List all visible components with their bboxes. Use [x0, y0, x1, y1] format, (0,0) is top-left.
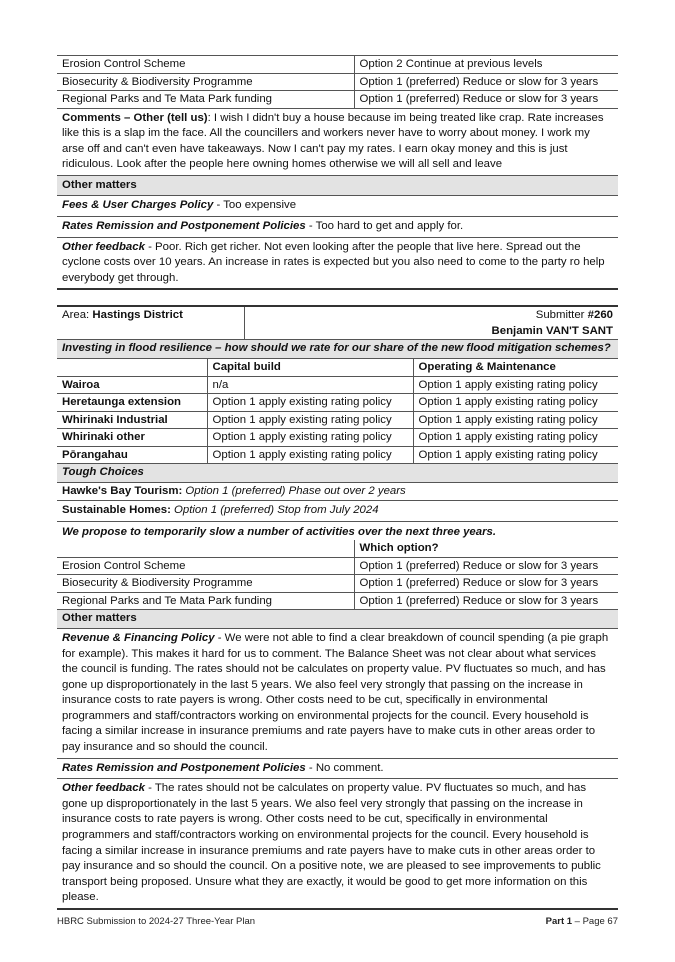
- header-blank: [57, 359, 207, 376]
- homes-section: [57, 501, 618, 522]
- flood-heading-text: Investing in flood resilience – how should we rate for our share of the new flood mitigation schemes?: [62, 342, 611, 355]
- activities-table-2: [57, 522, 618, 611]
- scheme-name: Pōrangahau: [62, 448, 128, 461]
- table-row: [57, 306, 618, 340]
- scheme-capital: Option 1 apply existing rating policy: [207, 394, 413, 412]
- flood-heading: [57, 340, 618, 359]
- table-row: [57, 429, 618, 447]
- slow-heading: [57, 522, 618, 541]
- scheme-name: Heretaunga extension: [62, 396, 182, 409]
- comments-label: Comments – Other (tell us): [62, 111, 208, 124]
- table-row: [57, 376, 618, 394]
- which-option-header: Which option?: [354, 540, 618, 557]
- fees-text: - Too expensive: [213, 199, 297, 212]
- area-label: Area:: [62, 309, 93, 322]
- scheme-name: Whirinaki Industrial: [62, 413, 168, 426]
- activity-option: Option 1 (preferred) Reduce or slow for 3 years: [354, 575, 618, 593]
- homes-value: Option 1 (preferred) Stop from July 2024: [170, 504, 379, 517]
- table-row: [57, 411, 618, 429]
- revenue-label: Revenue & Financing Policy: [62, 631, 215, 644]
- header-operating: Operating & Maintenance: [413, 359, 618, 376]
- activity-option: Option 1 (preferred) Reduce or slow for 3 years: [354, 557, 618, 575]
- tough-choices-text: Tough Choices: [62, 466, 144, 479]
- rates-label: Rates Remission and Postponement Policies: [62, 220, 306, 233]
- table-row: [57, 56, 618, 74]
- table-row: [57, 522, 618, 541]
- other-matters-heading-2: Other matters: [57, 610, 618, 629]
- page-footer: [57, 916, 618, 927]
- comments-section: [57, 109, 618, 176]
- area-cell: [57, 306, 244, 340]
- slow-heading-text: We propose to temporarily slow a number of activities over the next three years.: [62, 525, 497, 538]
- activity-name: Biosecurity & Biodiversity Programme: [62, 75, 253, 88]
- activity-name: Biosecurity & Biodiversity Programme: [62, 577, 253, 590]
- footer-page-number: – Page 67: [572, 916, 618, 927]
- scheme-capital: Option 1 apply existing rating policy: [207, 446, 413, 464]
- footer-part: Part 1: [545, 916, 573, 927]
- submitter-number: #260: [587, 309, 613, 322]
- scheme-operating: Option 1 apply existing rating policy: [413, 394, 618, 412]
- activity-name: Erosion Control Scheme: [62, 58, 186, 70]
- table-row: [57, 73, 618, 91]
- activity-option: Option 1 (preferred) Reduce or slow for 3 years: [354, 73, 618, 91]
- fees-section: [57, 196, 618, 217]
- feedback-section-2: [57, 779, 618, 910]
- feedback-label: Other feedback: [62, 240, 145, 253]
- tourism-section: [57, 483, 618, 502]
- header-blank: [57, 540, 354, 557]
- scheme-operating: Option 1 apply existing rating policy: [413, 411, 618, 429]
- tourism-value: Option 1 (preferred) Phase out over 2 years: [182, 484, 406, 497]
- footer-title: HBRC Submission to 2024-27 Three-Year Plan: [57, 916, 256, 927]
- tough-choices-heading: [57, 464, 618, 483]
- table-header-row: [57, 540, 618, 557]
- tourism-label: Hawke's Bay Tourism:: [62, 484, 183, 497]
- rates-text-2: - No comment.: [305, 761, 384, 774]
- table-row: [57, 394, 618, 412]
- submitter-name: Benjamin VAN'T SANT: [491, 324, 613, 337]
- submitter-label: Submitter: [535, 309, 588, 322]
- table-row: [57, 91, 618, 109]
- rates-section-2: [57, 759, 618, 780]
- scheme-operating: Option 1 apply existing rating policy: [413, 429, 618, 447]
- scheme-capital: n/a: [207, 376, 413, 394]
- table-header-row: [57, 359, 618, 376]
- submitter-header: [57, 305, 618, 340]
- revenue-section: [57, 629, 618, 759]
- flood-schemes-table: [57, 359, 618, 464]
- submitter-cell: [244, 306, 618, 340]
- rates-section: [57, 217, 618, 238]
- fees-label: Fees & User Charges Policy: [62, 199, 214, 212]
- other-matters-heading: Other matters: [57, 176, 618, 197]
- table-row: [57, 557, 618, 575]
- feedback-label-2: Other feedback: [62, 782, 145, 795]
- comments-text: : I wish I didn't buy a house because im being treated like crap. Rate increases like this is a slap im the face. All the councillers and workers never have to worry about money. I work my arse off and can't even have takeaways. Now I can't pay my rates. I earn okay money and this is just ridiculous. Look after the people here owning homes otherwise we will all sell and leave: [62, 111, 604, 171]
- scheme-operating: Option 1 apply existing rating policy: [413, 446, 618, 464]
- header-capital: Capital build: [207, 359, 413, 376]
- activity-option: Option 1 (preferred) Reduce or slow for 3 years: [354, 91, 618, 109]
- scheme-operating: Option 1 apply existing rating policy: [413, 376, 618, 394]
- scheme-capital: Option 1 apply existing rating policy: [207, 429, 413, 447]
- table-row: [57, 446, 618, 464]
- activity-option: Option 2 Continue at previous levels: [354, 56, 618, 74]
- feedback-section: [57, 238, 618, 291]
- area-value: Hastings District: [92, 309, 183, 322]
- document-page: [57, 55, 618, 910]
- revenue-text: - We were not able to find a clear breakdown of council spending (a pie graph for example). This makes it hard for us to comment. The Balance Sheet was not clear about what services the council is funding. The rates should not be calculates on property value. PV fluctuates so much, and has gone up disproportionately in the last 5 years. We also feel very strongly that passing on the increase in insurance costs to rate payers is wrong. Other costs need to be cut, specifically in environmental programmers and staff/contractors working on environmental projects for the council. Every household is facing a similar increase in insurance premiums and rate payers have to make cuts in other areas order to pay insurance and so should the council.: [62, 631, 609, 754]
- rates-text: - Too hard to get and apply for.: [305, 220, 464, 233]
- activity-option: Option 1 (preferred) Reduce or slow for 3 years: [354, 592, 618, 610]
- footer-page: [546, 916, 618, 927]
- activity-name: Erosion Control Scheme: [62, 559, 186, 572]
- scheme-capital: Option 1 apply existing rating policy: [207, 411, 413, 429]
- scheme-name: Whirinaki other: [62, 431, 145, 444]
- table-row: [57, 592, 618, 610]
- feedback-text-2: - The rates should not be calculates on property value. PV fluctuates so much, and has gone up disproportionately in the last 5 years. We also feel very strongly that passing on the increase in insurance costs to rate payers is wrong. Other costs need to be cut, specifically in environmental programmers and staff/contractors working on environmental projects for the council. Every household is facing a similar increase in insurance premiums and rate payers have to make cuts in other areas order to pay insurance and so should the council. On a positive note, we are pleased to see improvements to public transport being proposed. Unsure what they are exactly, it would be good to get more information on this please.: [62, 782, 601, 904]
- rates-label-2: Rates Remission and Postponement Policies: [62, 761, 306, 774]
- activity-name: Regional Parks and Te Mata Park funding: [62, 93, 273, 105]
- activity-name: Regional Parks and Te Mata Park funding: [62, 594, 273, 607]
- activities-table-1: [57, 55, 618, 109]
- feedback-text: - Poor. Rich get richer. Not even looking after the people that live here. Spread out the cyclone costs over 10 years. An increase in rates is expected but you also need to come to the party ro help everybody get through.: [62, 240, 605, 284]
- table-row: [57, 575, 618, 593]
- scheme-name: Wairoa: [62, 378, 100, 391]
- homes-label: Sustainable Homes:: [62, 504, 171, 517]
